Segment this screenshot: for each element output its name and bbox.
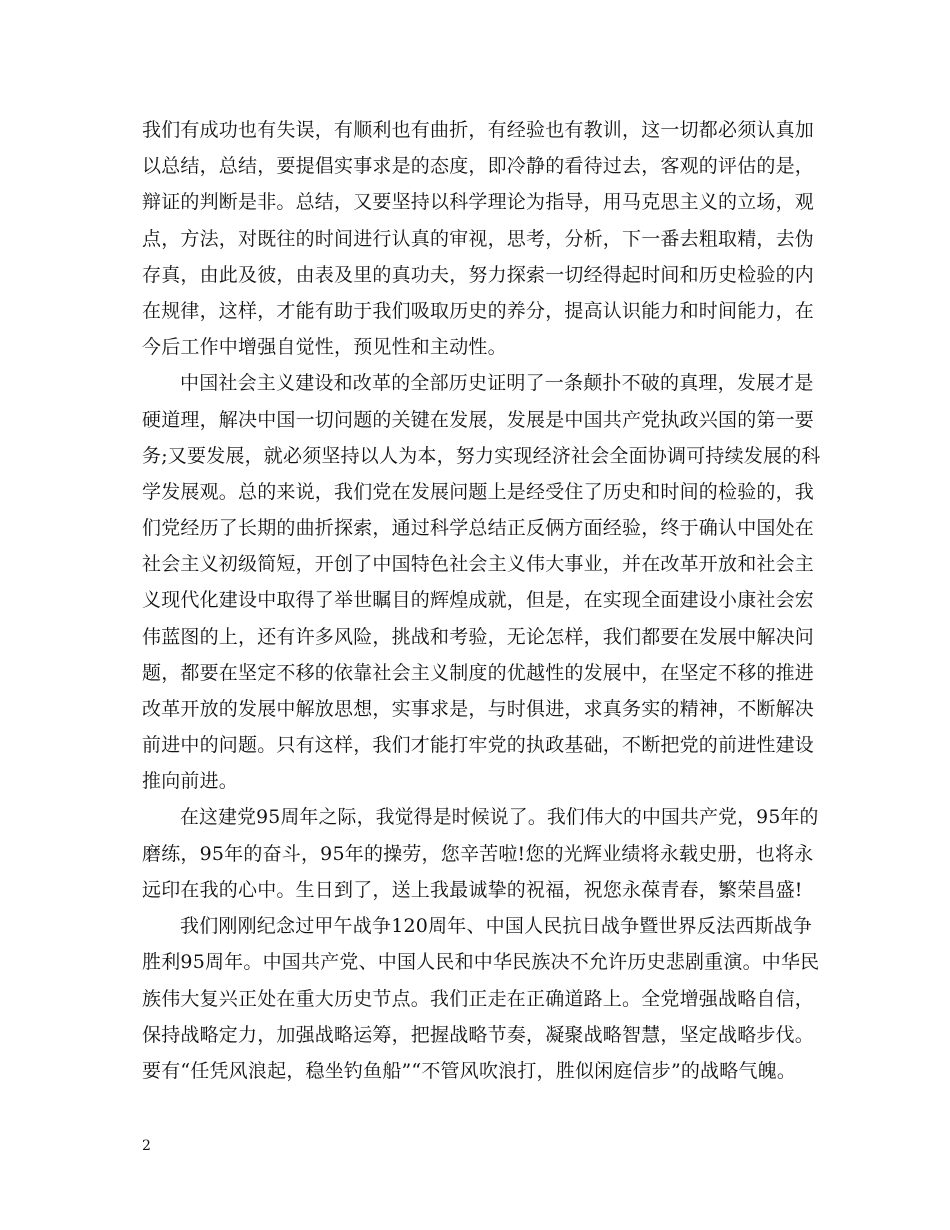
text-line: 学发展观。总的来说，我们党在发展问题上是经受住了历史和时间的检验的，我 — [142, 480, 815, 503]
text-line: 胜利95周年。中国共产党、中国人民和中华民族决不允许历史悲剧重演。中华民 — [142, 951, 820, 974]
text-line: 推向前进。 — [142, 770, 239, 793]
text-line: 义现代化建设中取得了举世瞩目的辉煌成就，但是，在实现全面建设小康社会宏 — [142, 589, 815, 612]
text-line: 中国社会主义建设和改革的全部历史证明了一条颠扑不破的真理，发展才是 — [180, 372, 814, 395]
paragraph-1 — [142, 112, 822, 365]
text-line: 题，都要在坚定不移的依靠社会主义制度的优越性的发展中，在坚定不移的推进 — [142, 661, 815, 684]
text-line: 前进中的问题。只有这样，我们才能打牢党的执政基础，不断把党的前进性建设 — [142, 734, 815, 757]
text-line: 在规律，这样，才能有助于我们吸取历史的养分，提高认识能力和时间能力，在 — [142, 299, 815, 322]
paragraph-4 — [142, 908, 822, 1089]
text-line: 改革开放的发展中解放思想，实事求是，与时俱进，求真务实的精神，不断解决 — [142, 698, 815, 720]
text-line: 伟蓝图的上，还有许多风险，挑战和考验，无论怎样，我们都要在发展中解决问 — [142, 625, 815, 648]
text-line: 磨练，95年的奋斗，95年的操劳，您辛苦啦!您的光辉业绩将永载史册，也将永 — [142, 842, 814, 865]
text-line: 社会主义初级简短，开创了中国特色社会主义伟大事业，并在改革开放和社会主 — [142, 553, 815, 576]
text-line: 要有“任凭风浪起，稳坐钓鱼船”“不管风吹浪打，胜似闲庭信步”的战略气魄。 — [142, 1059, 797, 1082]
page-number: 2 — [142, 1138, 151, 1154]
text-line: 硬道理，解决中国一切问题的关键在发展，发展是中国共产党执政兴国的第一要 — [142, 408, 815, 431]
text-line: 远印在我的心中。生日到了，送上我最诚挚的祝福，祝您永葆青春，繁荣昌盛! — [142, 878, 803, 901]
document-body — [142, 112, 822, 1089]
text-line: 保持战略定力，加强战略运筹，把握战略节奏，凝聚战略智慧，坚定战略步伐。 — [142, 1023, 815, 1046]
text-line: 在这建党95周年之际，我觉得是时候说了。我们伟大的中国共产党，95年的 — [180, 806, 819, 828]
paragraph-3 — [142, 800, 822, 909]
text-line: 我们有成功也有失误，有顺利也有曲折，有经验也有教训，这一切都必须认真加 — [142, 119, 815, 141]
text-line: 今后工作中增强自觉性，预见性和主动性。 — [142, 336, 507, 359]
text-line: 存真，由此及彼，由表及里的真功夫，努力探索一切经得起时间和历史检验的内 — [142, 263, 815, 286]
text-line: 族伟大复兴正处在重大历史节点。我们正走在正确道路上。全党增强战略自信， — [142, 987, 815, 1010]
text-line: 点，方法，对既往的时间进行认真的审视，思考，分析，下一番去粗取精，去伪 — [142, 227, 815, 250]
text-line: 我们刚刚纪念过甲午战争120周年、中国人民抗日战争暨世界反法西斯战争 — [180, 915, 813, 938]
text-line: 辩证的判断是非。总结，又要坚持以科学理论为指导，用马克思主义的立场，观 — [142, 191, 815, 214]
text-line: 务;又要发展，就必须坚持以人为本，努力实现经济社会全面协调可持续发展的科 — [142, 444, 821, 467]
text-line: 以总结，总结，要提倡实事求是的态度，即冷静的看待过去，客观的评估的是， — [142, 155, 815, 178]
paragraph-2 — [142, 365, 822, 799]
text-line: 们党经历了长期的曲折探索，通过科学总结正反俩方面经验，终于确认中国处在 — [142, 517, 815, 540]
